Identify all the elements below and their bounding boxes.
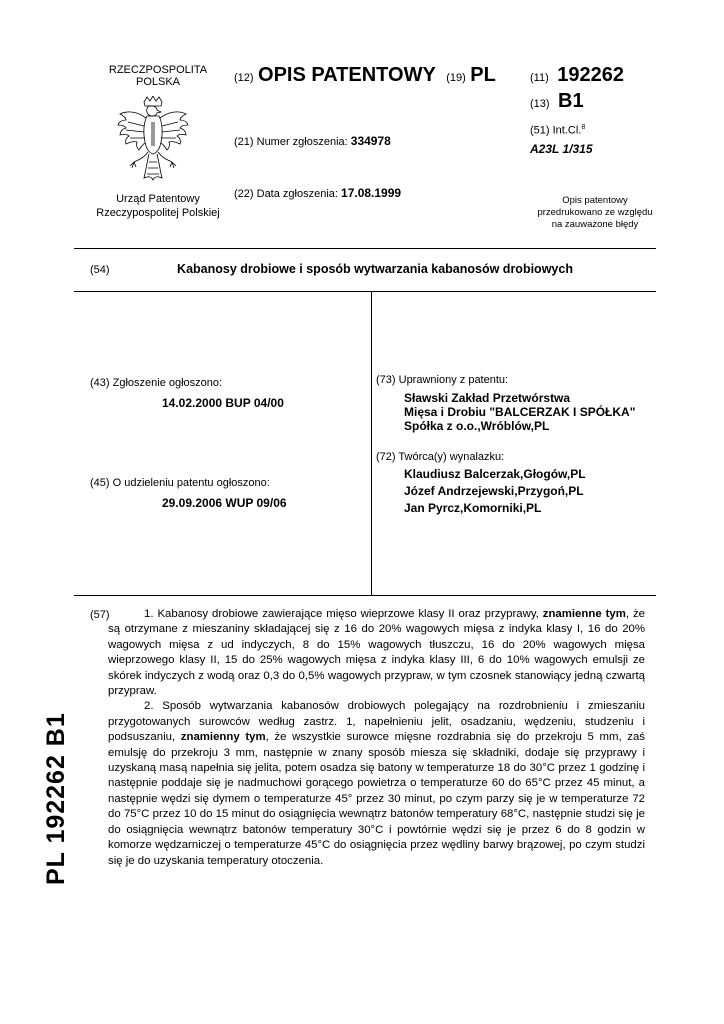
code-73: (73) (376, 374, 396, 386)
country-code: PL (470, 64, 496, 86)
patent-holder (404, 391, 635, 433)
grant-announcement-value: 29.09.2006 WUP 09/06 (162, 496, 287, 510)
patent-office-name (82, 192, 234, 220)
claim-1 (108, 607, 645, 699)
claims-text (108, 607, 645, 869)
side-patent-label: PL 192262 B1 (42, 712, 70, 885)
divider-vertical (371, 291, 372, 595)
kind-code-row (530, 90, 584, 113)
divider-bottom (74, 595, 656, 596)
code-13: (13) (530, 98, 550, 110)
office-line1: Urząd Patentowy (116, 193, 200, 205)
code-21: (21) (234, 136, 254, 148)
country-line1: RZECZPOSPOLITA (108, 64, 208, 76)
office-line2: Rzeczypospolitej Polskiej (96, 207, 220, 219)
patent-number: 192262 (557, 64, 624, 86)
application-date-label: Data zgłoszenia: (256, 188, 338, 200)
reprint-line2: przedrukowano ze względu (537, 207, 653, 218)
claim-1-body: , że są otrzymane z mieszaniny składającej się z 16 do 20% wagowych mięsa z indyka klasy I, 16 do 20% wagowych mięsa z ud indyczych, 8 do 15% wagowych tłuszczu, 16 do 20% wagowych mięsa wieprzowego klasy II, 15 do 25% wagowych mięsa z indyka klasy III, 6 do 10% wagowych emulsji ze skórek indyczych z wodą oraz 0,3 do 0,5% wagowych przypraw, w tym czosnek stanowiący jedną czwartą przypraw. (108, 608, 645, 698)
code-43: (43) (90, 377, 110, 389)
patent-number-row (530, 64, 624, 87)
grant-announcement-label-row (90, 477, 270, 489)
code-54: (54) (90, 264, 110, 276)
holder-line2: Mięsa i Drobiu "BALCERZAK I SPÓŁKA" (404, 405, 636, 419)
code-45: (45) (90, 477, 110, 489)
application-number-row (234, 134, 391, 148)
kind-code: B1 (558, 90, 584, 112)
int-cl-label: Int.Cl. (552, 124, 582, 137)
publication-announcement-label: Zgłoszenie ogłoszono: (112, 377, 223, 389)
code-22: (22) (234, 188, 254, 200)
code-51: (51) (530, 124, 550, 137)
inventors-label: Twórca(y) wynalazku: (398, 451, 505, 463)
patent-holder-label: Uprawniony z patentu: (398, 374, 509, 386)
inventor-1: Klaudiusz Balcerzak,Głogów,PL (404, 467, 586, 481)
code-19: (19) (446, 72, 466, 84)
claim-2 (108, 699, 645, 868)
reprint-line3: na zauważone błędy (551, 219, 639, 230)
patent-holder-label-row (376, 374, 508, 386)
application-date: 17.08.1999 (341, 186, 402, 200)
claim-1-characterizing: znamienne tym (542, 608, 626, 620)
country-name (88, 64, 228, 88)
code-72: (72) (376, 451, 396, 463)
reprint-note (520, 195, 670, 231)
code-57: (57) (90, 609, 110, 621)
grant-announcement-label: O udzieleniu patentu ogłoszono: (112, 477, 270, 489)
holder-line1: Sławski Zakład Przetwórstwa (404, 391, 571, 405)
inventor-3: Jan Pyrcz,Komorniki,PL (404, 501, 542, 515)
application-number-label: Numer zgłoszenia: (256, 136, 348, 148)
int-cl-row (530, 124, 585, 137)
inventor-2: Józef Andrzejewski,Przygoń,PL (404, 484, 584, 498)
claim-2-preamble: 2. Sposób wytwarzania kabanosów drobiowych polegający na rozdrobnieniu i zmieszaniu przygotowanych surowców według zastrz. 1, napełnieniu jelit, osadzaniu, wędzeniu, studzeniu i podsuszaniu, (108, 700, 645, 744)
invention-title: Kabanosy drobiowe i sposób wytwarzania kabanosów drobiowych (177, 262, 573, 276)
code-11: (11) (530, 72, 549, 84)
inventors-label-row (376, 451, 504, 463)
publication-announcement-value: 14.02.2000 BUP 04/00 (162, 396, 284, 410)
claim-2-body: , że wszystkie surowce mięsne rozdrabnia się do przekroju 5 mm, zaś emulsję do przekroju 3 mm, następnie w znany sposób miesza się składniki, dodaje się przyprawy i uzyskaną masą napełnia się jelita, potem osadza się batony w temperaturze 18 do 30°C przez 1 godzinę i następnie poddaje się je nadmuchowi gorącego powietrza o temperaturze 60 do 65°C przez 45 minut, a następnie wędzi się dymem o temperaturze 45° przez 30 minut, po czym parzy się je w temperaturze 72 do 75°C przez 10 do 15 minut do osiągnięcia wewnątrz batonów temperatury 68°C, następnie studzi się je do osiągnięcia wewnątrz batonów temperatury 30°C i powtórnie wędzi się je przez 6 do 8 godzin w komorze wędzarniczej o temperaturze 45°C do osiągnięcia przez wędliny barwy brązowej, po czym studzi się je do uzyskania temperatury otoczenia. (108, 731, 646, 867)
holder-line3: Spółka z o.o.,Wróblów,PL (404, 419, 550, 433)
claim-1-preamble: 1. Kabanosy drobiowe zawierające mięso wieprzowe klasy II oraz przyprawy, (144, 608, 543, 620)
application-number: 334978 (350, 134, 391, 148)
divider-title (74, 291, 656, 292)
reprint-line1: Opis patentowy (562, 195, 628, 206)
publication-announcement-label-row (90, 377, 222, 389)
code-12: (12) (234, 72, 254, 84)
int-cl-edition: 8 (581, 124, 586, 131)
document-type: OPIS PATENTOWY (258, 64, 436, 86)
inventors-list (404, 466, 586, 517)
divider-top (74, 248, 656, 249)
claim-2-characterizing: znamienny tym (180, 731, 266, 744)
int-cl-value: A23L 1/315 (530, 142, 593, 156)
document-type-row (234, 64, 496, 87)
polish-eagle-emblem-icon (116, 96, 190, 184)
country-line2: POLSKA (135, 76, 181, 88)
application-date-row (234, 186, 401, 200)
